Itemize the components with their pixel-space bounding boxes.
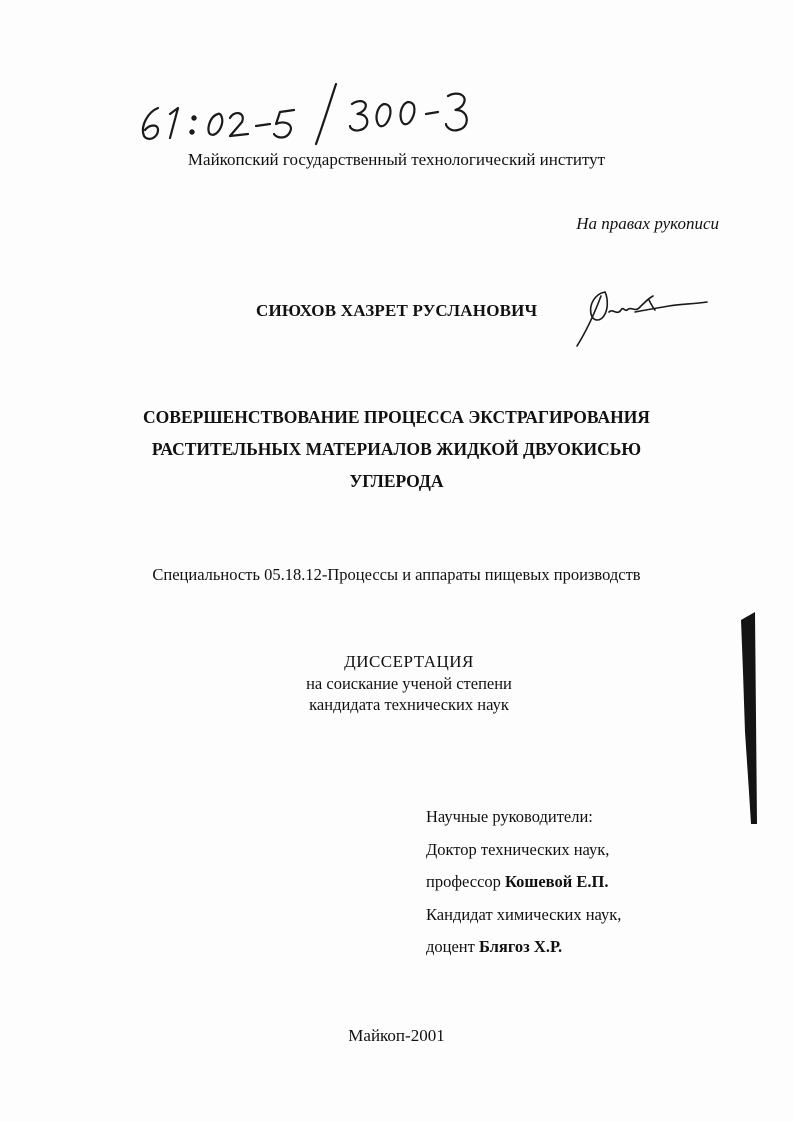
- supervisor-name: Кошевой Е.П.: [505, 872, 609, 891]
- supervisors-heading: Научные руководители:: [426, 807, 593, 826]
- title-line: УГЛЕРОДА: [349, 471, 444, 491]
- title-line: РАСТИТЕЛЬНЫХ МАТЕРИАЛОВ ЖИДКОЙ ДВУОКИСЬЮ: [151, 439, 642, 459]
- scan-edge-artifact: [739, 612, 759, 824]
- handwritten-archive-code: [130, 78, 490, 148]
- supervisor-rank: профессор: [426, 872, 501, 891]
- supervisor-degree: Доктор технических наук,: [426, 839, 610, 859]
- institute-name: Майкопский государственный технологический институт: [187, 150, 606, 169]
- specialty: Специальность 05.18.12-Процессы и аппараты пищевых производств: [152, 565, 641, 584]
- author-name: СИЮХОВ ХАЗРЕТ РУСЛАНОВИЧ: [256, 301, 538, 320]
- supervisors-block: [426, 801, 621, 964]
- degree-line: на соискание ученой степени: [306, 674, 512, 693]
- supervisor-rank: доцент: [426, 937, 475, 956]
- dissertation-heading: ДИССЕРТАЦИЯ: [344, 652, 474, 671]
- dissertation-title: [80, 401, 713, 497]
- supervisor-name: Блягоз Х.Р.: [478, 937, 563, 956]
- rights-notice: На правах рукописи: [576, 214, 719, 233]
- supervisor-degree: Кандидат химических наук,: [426, 904, 622, 924]
- degree-line: кандидата технических наук: [309, 695, 509, 714]
- supervisor-line: [426, 931, 621, 964]
- city-year: Майкоп-2001: [348, 1026, 445, 1045]
- title-line: СОВЕРШЕНСТВОВАНИЕ ПРОЦЕССА ЭКСТРАГИРОВАНИЯ: [143, 407, 650, 427]
- dissertation-block: [0, 651, 793, 715]
- author-signature: [565, 282, 715, 352]
- supervisor-line: [426, 866, 621, 899]
